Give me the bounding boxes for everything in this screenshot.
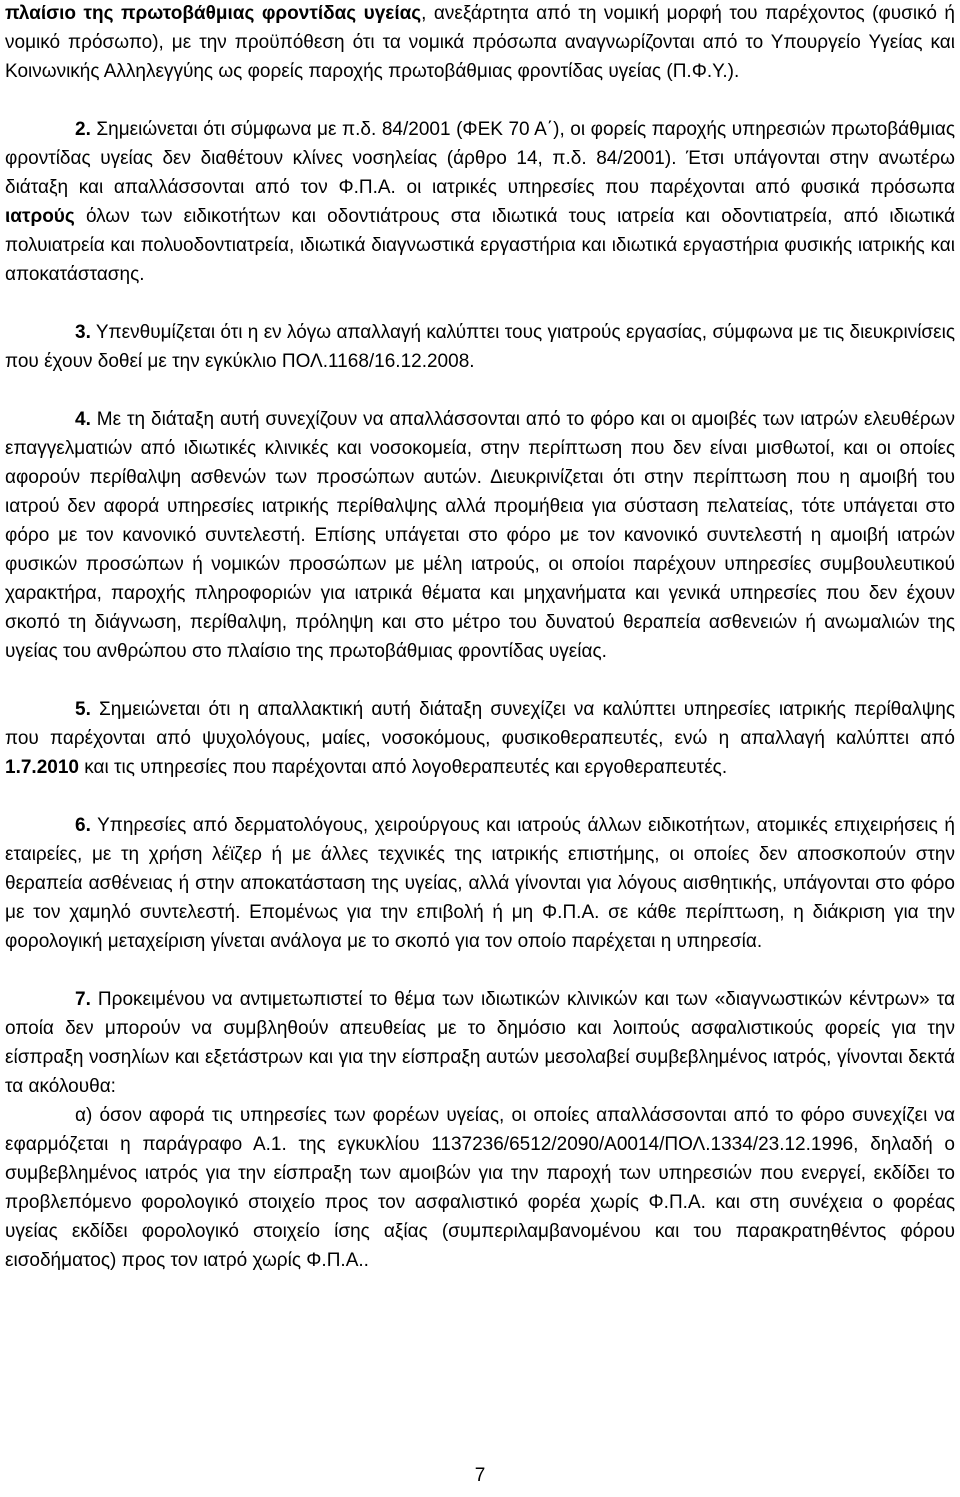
paragraph-2-text-b: όλων των ειδικοτήτων και οδοντιάτρους στα ιδιωτικά τους ιατρεία και οδοντιατρεία, από ιδιωτικά πολυιατρεία και πολυοδοντιατρεία, ιδιωτικά διαγνωστικά εργαστήρια και ιδιωτικά εργαστήρια φυσικής ιατρικής και αποκατάστασης.: [5, 206, 955, 285]
paragraph-4-number: 4.: [75, 409, 91, 430]
paragraph-5-text-b: και τις υπηρεσίες που παρέχονται από λογοθεραπευτές και εργοθεραπευτές.: [78, 757, 728, 778]
paragraph-2-text-a: Σημειώνεται ότι σύμφωνα με π.δ. 84/2001 (ΦΕΚ 70 Α΄), οι φορείς παροχής υπηρεσιών πρωτοβάθμιας φροντίδας υγείας δεν διαθέτουν κλίνες νοσηλείας (άρθρο 14, π.δ. 84/2001). Έτσι υπάγονται στην ανωτέρω διάταξη και απαλλάσσονται από τον Φ.Π.Α. οι ιατρικές υπηρεσίες που παρέχονται από φυσικά πρόσωπα: [5, 119, 955, 198]
paragraph-5-number: 5.: [75, 699, 91, 720]
paragraph-1-text: , ανεξάρτητα από τη νομική μορφή του παρέχοντος (φυσικό ή νομικό πρόσωπο), με την προϋπόθεση ότι τα νομικά πρόσωπα αναγνωρίζονται από το Υπουργείο Υγείας και Κοινωνικής Αλληλεγγύης ως φορείς παροχής πρωτοβάθμιας φροντίδας υγείας (Π.Φ.Υ.).: [5, 3, 955, 82]
page-number: 7: [474, 1465, 486, 1486]
paragraph-7-number: 7.: [75, 989, 91, 1010]
paragraph-6-number: 6.: [75, 815, 91, 836]
paragraph-7: [5, 985, 955, 1101]
paragraph-6: [5, 811, 955, 956]
paragraph-2-bold: ιατρούς: [5, 206, 75, 227]
paragraph-5-text-a: Σημειώνεται ότι η απαλλακτική αυτή διάταξη συνεχίζει να καλύπτει υπηρεσίες ιατρικής περίθαλψης που παρέχονται από ψυχολόγους, μαίες, νοσοκόμους, φυσικοθεραπευτές, ενώ η απαλλαγή καλύπτει από: [5, 699, 955, 749]
paragraph-7a: [5, 1101, 955, 1275]
paragraph-4-text: Με τη διάταξη αυτή συνεχίζουν να απαλλάσσονται από το φόρο και οι αμοιβές των ιατρών ελευθέρων επαγγελματιών από ιδιωτικές κλινικές και νοσοκομεία, στην περίπτωση που δεν είναι μισθωτοί, και οι οποίες αφορούν περίθαλψη ασθενών των προσώπων αυτών. Διευκρινίζεται ότι στην περίπτωση που η αμοιβή του ιατρού δεν αφορά υπηρεσίες ιατρικής περίθαλψης αλλά προμήθεια για σύσταση πελατείας, τότε υπάγεται στο φόρο με τον κανονικό συντελεστή. Επίσης υπάγεται στο φόρο με τον κανονικό συντελεστή η αμοιβή ιατρών φυσικών προσώπων ή νομικών προσώπων με μέλη ιατρούς, οι οποίοι παρέχουν υπηρεσίες συμβουλευτικού χαρακτήρα, παροχής πληροφοριών για ιατρικά θέματα και μηχανήματα και γενικά υπηρεσίες που δεν έχουν σκοπό τη διάγνωση, περίθαλψη, πρόληψη και στο μέτρο του δυνατού θεραπεία ασθενειών ή ανωμαλιών της υγείας του ανθρώπου στο πλαίσιο της πρωτοβάθμιας φροντίδας υγείας.: [5, 409, 955, 662]
paragraph-7a-text: α) όσον αφορά τις υπηρεσίες των φορέων υγείας, οι οποίες απαλλάσσονται από το φόρο συνεχίζει να εφαρμόζεται η παράγραφο Α.1. της εγκυκλίου 1137236/6512/2090/Α0014/ΠΟΛ.1334/23.12.1996, δηλαδή ο συμβεβλημένος ιατρός για την είσπραξη των αμοιβών για την παροχή των υπηρεσιών που ενεργεί, εκδίδει το προβλεπόμενο φορολογικό στοιχείο προς τον ασφαλιστικό φορέα χωρίς Φ.Π.Α. και στη συνέχεια ο φορέας υγείας εκδίδει φορολογικό στοιχείο ίσης αξίας (συμπεριλαμβανομένου και του παρακρατηθέντος φόρου εισοδήματος) προς τον ιατρό χωρίς Φ.Π.Α..: [5, 1105, 955, 1271]
paragraph-3: [5, 318, 955, 376]
paragraph-3-text: Υπενθυμίζεται ότι η εν λόγω απαλλαγή καλύπτει τους γιατρούς εργασίας, σύμφωνα με τις διευκρινίσεις που έχουν δοθεί με την εγκύκλιο ΠΟΛ.1168/16.12.2008.: [5, 322, 955, 372]
paragraph-7-text: Προκειμένου να αντιμετωπιστεί το θέμα των ιδιωτικών κλινικών και των «διαγνωστικών κέντρων» τα οποία δεν μπορούν να συμβληθούν απευθείας με το δημόσιο και λοιπούς ασφαλιστικούς φορείς για την είσπραξη νοσηλίων και εξετάστρων και για την είσπραξη αυτών μεσολαβεί συμβεβλημένος ιατρός, γίνονται δεκτά τα ακόλουθα:: [5, 989, 955, 1097]
paragraph-6-text: Υπηρεσίες από δερματολόγους, χειρούργους και ιατρούς άλλων ειδικοτήτων, ατομικές επιχειρήσεις ή εταιρείες, με τη χρήση λέϊζερ ή με άλλες τεχνικές της ιατρικής επιστήμης, οι οποίες δεν αποσκοπούν στην θεραπεία ασθένειας ή στην αποκατάσταση της υγείας, αλλά γίνονται για λόγους αισθητικής, υπάγονται στο φόρο με τον χαμηλό συντελεστή. Επομένως για την επιβολή ή μη Φ.Π.Α. σε κάθε περίπτωση, η διάκριση για την φορολογική μεταχείριση γίνεται ανάλογα με το σκοπό για τον οποίο παρέχεται η υπηρεσία.: [5, 815, 955, 952]
paragraph-3-number: 3.: [75, 322, 91, 343]
paragraph-5-bold-date: 1.7.2010: [5, 757, 79, 778]
paragraph-2-number: 2.: [75, 119, 91, 140]
document-page: [5, 0, 955, 1275]
paragraph-2: [5, 115, 955, 289]
paragraph-5: [5, 695, 955, 782]
paragraph-4: [5, 405, 955, 666]
paragraph-1-bold-lead: πλαίσιο της πρωτοβάθμιας φροντίδας υγείας: [5, 3, 422, 24]
paragraph-1: [5, 0, 955, 86]
